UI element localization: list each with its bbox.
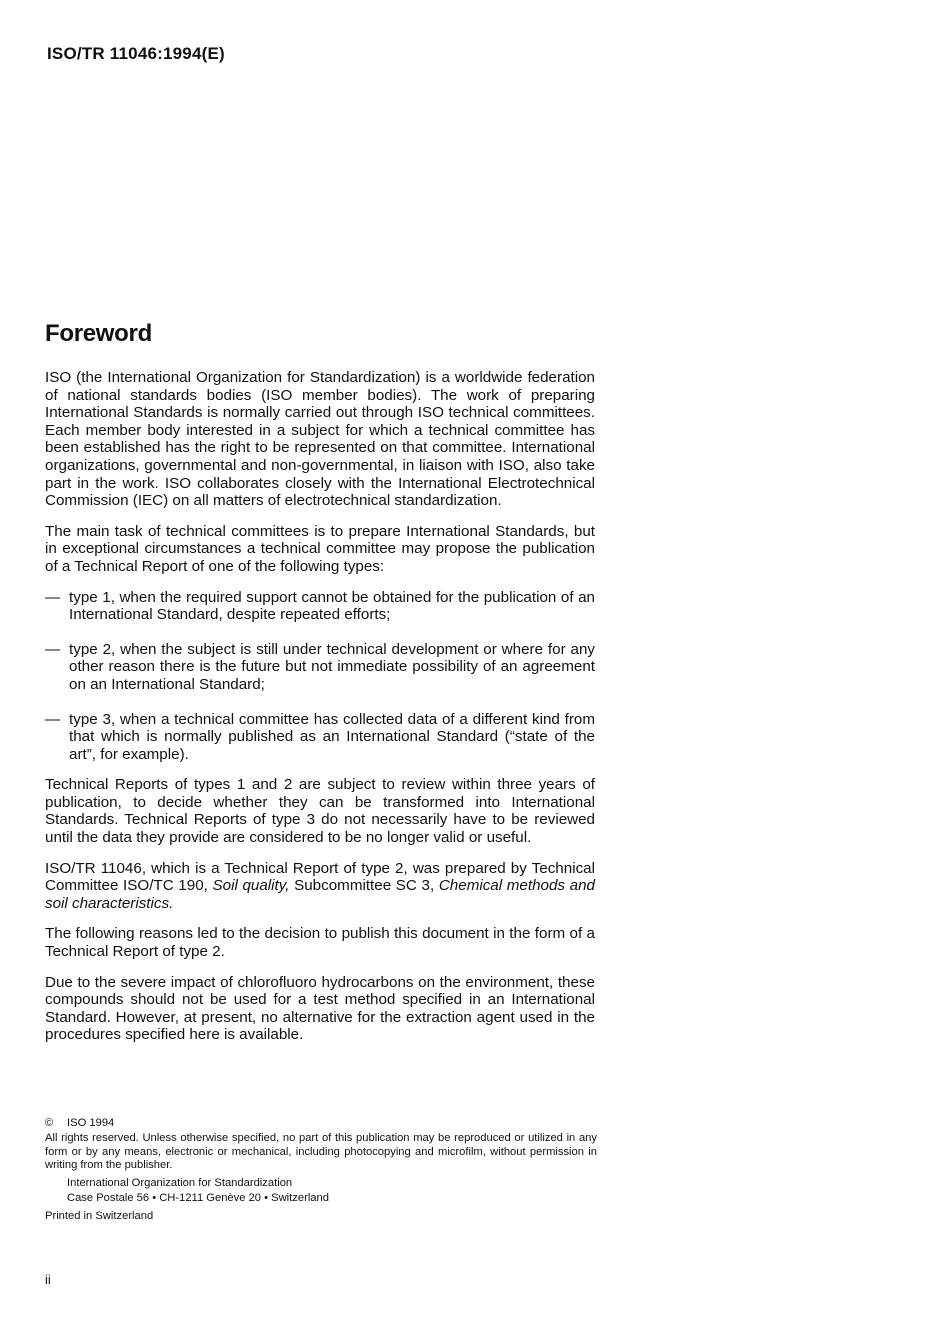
foreword-paragraph-5: The following reasons led to the decision to publish this document in the form of a Technical Report of type 2.: [45, 925, 595, 961]
paragraph-4-text-a: ISO/TR 11046, which is a Technical Report of type 2, was prepared by Technical Committee ISO/TC 190,: [45, 859, 595, 895]
foreword-paragraph-3: Technical Reports of types 1 and 2 are subject to review within three years of publication, to decide whether they can be transformed into International Standards. Technical Reports of type 3 do not necessarily have to be reviewed until the data they provide are considered to be no longer valid or useful.: [45, 776, 595, 847]
rights-statement: All rights reserved. Unless otherwise specified, no part of this publication may be reproduced or utilized in any form or by any means, electronic or mechanical, including photocopying and microfilm, without permission in writing from the publisher.: [45, 1131, 597, 1172]
dash-icon: —: [45, 640, 61, 658]
page-title: Foreword: [45, 320, 152, 347]
type-list-item-3: [45, 711, 595, 764]
dash-icon: —: [45, 588, 61, 606]
foreword-paragraph-1: ISO (the International Organization for Standardization) is a worldwide federation of national standards bodies (ISO member bodies). The work of preparing International Standards is normally carried out through ISO technical committees. Each member body interested in a subject for which a technical committee has been established has the right to be represented on that committee. International organizations, governmental and non-governmental, in liaison with ISO, also take part in the work. ISO collaborates closely with the International Electrotechnical Commission (IEC) on all matters of electrotechnical standardization.: [45, 369, 595, 510]
publisher-name: International Organization for Standardization: [67, 1177, 293, 1190]
copyright-block: [45, 1117, 597, 1225]
copyright-year: ISO 1994: [67, 1117, 115, 1129]
printed-in: Printed in Switzerland: [45, 1209, 154, 1222]
dash-icon: —: [45, 710, 61, 728]
foreword-body: [45, 369, 595, 1057]
type-list-text: type 2, when the subject is still under technical development or where for any other reason there is the future but not immediate possibility of an agreement on an International Standard;: [69, 640, 595, 693]
type-list-text: type 1, when the required support cannot be obtained for the publication of an International Standard, despite repeated efforts;: [69, 588, 595, 624]
foreword-paragraph-6: Due to the severe impact of chlorofluoro hydrocarbons on the environment, these compounds should not be used for a test method specified in an International Standard. However, at present, no alternative for the extraction agent used in the procedures specified here is available.: [45, 973, 595, 1044]
copyright-icon: ©: [45, 1117, 54, 1129]
type-list-item-2: [45, 641, 595, 694]
document-id-header: ISO/TR 11046:1994(E): [47, 44, 225, 63]
subcommittee-name-italic: Chemical methods and soil characteristics.: [45, 877, 595, 912]
type-list-text: type 3, when a technical committee has collected data of a different kind from that which is normally published as an International Standard (“state of the art”, for example).: [69, 710, 595, 763]
paragraph-4-text-b: Subcommittee SC 3,: [289, 877, 439, 895]
type-list-item-1: [45, 589, 595, 624]
publisher-address: Case Postale 56 • CH-1211 Genève 20 • Switzerland: [67, 1191, 329, 1204]
foreword-paragraph-4: [45, 860, 595, 913]
foreword-paragraph-2: The main task of technical committees is to prepare International Standards, but in exceptional circumstances a technical committee may propose the publication of a Technical Report of one of the following types:: [45, 522, 595, 575]
committee-name-italic: Soil quality,: [212, 877, 290, 895]
page-number: ii: [45, 1272, 51, 1287]
copyright-line: [45, 1117, 597, 1131]
